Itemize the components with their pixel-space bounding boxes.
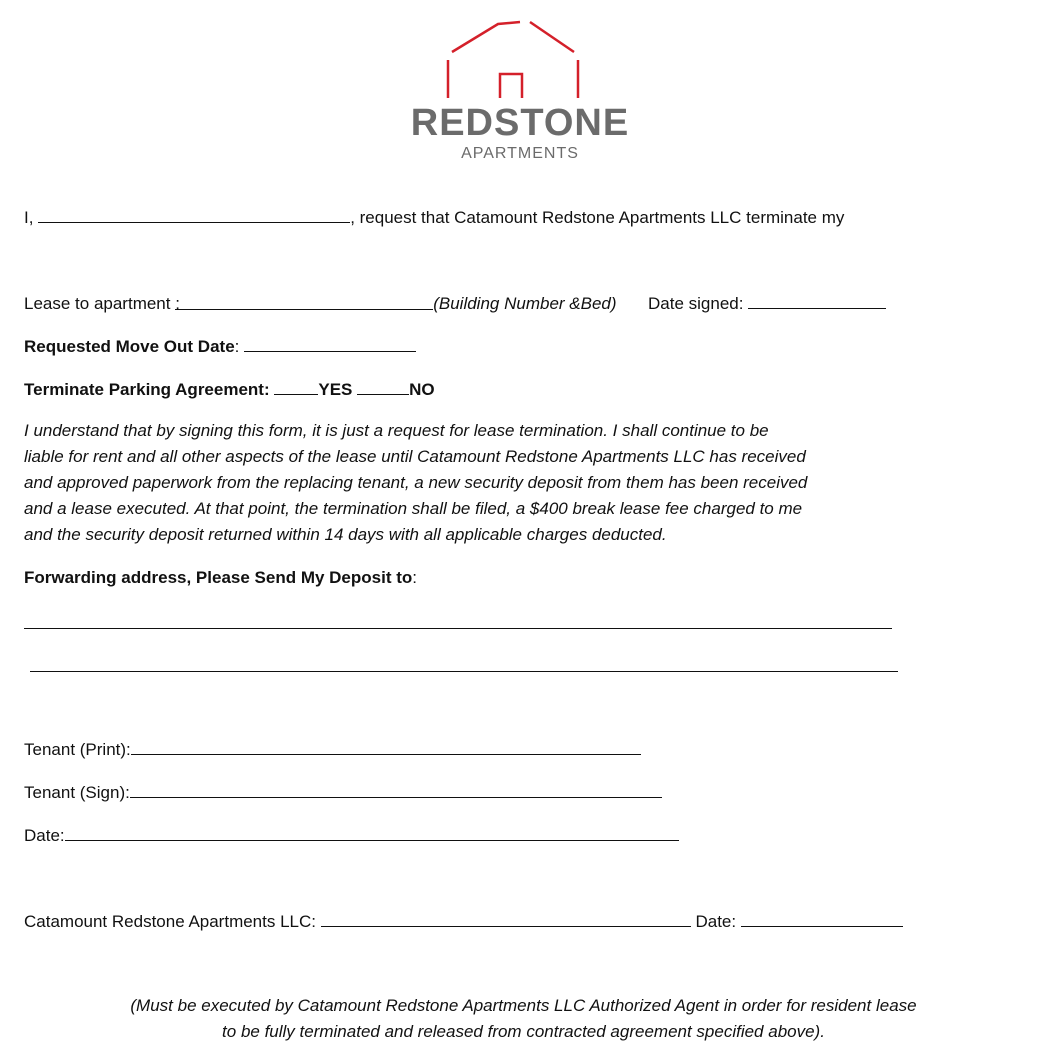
forwarding-address-line-2[interactable] [30,671,898,672]
company-logo [380,18,660,162]
house-roof-icon [380,18,660,102]
lease-label: Lease to apartment [24,294,171,313]
parking-label: Terminate Parking Agreement: [24,380,270,399]
apartment-field[interactable] [175,293,433,313]
agreement-line: and the security deposit returned within 14 days with all applicable charges deducted. [24,525,667,544]
date-signed-field[interactable] [748,292,886,309]
footer-line: (Must be executed by Catamount Redstone Apartments LLC Authorized Agent in order for resident lease [130,996,917,1015]
footer-line: to be fully terminated and released from contracted agreement specified above). [222,1022,825,1041]
tenant-sign-line [24,781,662,804]
move-out-colon: : [234,337,240,356]
date-signed-label: Date signed: [648,294,744,313]
forwarding-line [24,567,417,589]
agreement-line: and approved paperwork from the replacing tenant, a new security deposit from them has been received [24,473,808,492]
tenant-sign-field[interactable] [130,781,662,798]
move-out-label: Requested Move Out Date [24,337,235,356]
tenant-print-field[interactable] [131,738,641,755]
company-label: Catamount Redstone Apartments LLC: [24,912,316,931]
parking-yes-field[interactable] [274,378,318,395]
move-out-line [24,335,416,358]
logo-subtitle: APARTMENTS [461,145,579,162]
intro-prefix: I, [24,208,34,227]
forwarding-label: Forwarding address, Please Send My Deposit to [24,568,413,587]
company-signature-field[interactable] [321,910,691,927]
forwarding-colon: : [412,568,417,587]
tenant-print-line [24,738,641,761]
agreement-line: I understand that by signing this form, it is just a request for lease termination. I shall continue to be [24,421,769,440]
agreement-paragraph [24,418,1024,548]
lease-hint: (Building Number &Bed) [433,294,617,313]
parking-yes-label: YES [318,380,353,399]
company-date-field[interactable] [741,910,903,927]
footer-note [0,993,1047,1045]
company-signature-line [24,910,903,933]
tenant-date-label: Date: [24,826,65,845]
tenant-date-field[interactable] [65,824,679,841]
forwarding-address-line-1[interactable] [24,628,892,629]
tenant-sign-label: Tenant (Sign): [24,783,130,802]
move-out-field[interactable] [244,335,416,352]
lease-line [24,292,886,315]
company-date-label: Date: [695,912,737,931]
tenant-print-label: Tenant (Print): [24,740,131,759]
intro-line [24,206,844,229]
intro-suffix: , request that Catamount Redstone Apartments LLC terminate my [350,208,845,227]
parking-line [24,378,435,401]
parking-no-label: NO [409,380,435,399]
agreement-line: liable for rent and all other aspects of the lease until Catamount Redstone Apartments LLC has received [24,447,806,466]
parking-no-field[interactable] [357,378,409,395]
lease-colon: : [175,294,180,313]
tenant-name-field[interactable] [38,206,350,223]
tenant-date-line [24,824,679,847]
logo-name: REDSTONE [410,102,630,144]
agreement-line: and a lease executed. At that point, the termination shall be filed, a $400 break lease fee charged to me [24,499,803,518]
